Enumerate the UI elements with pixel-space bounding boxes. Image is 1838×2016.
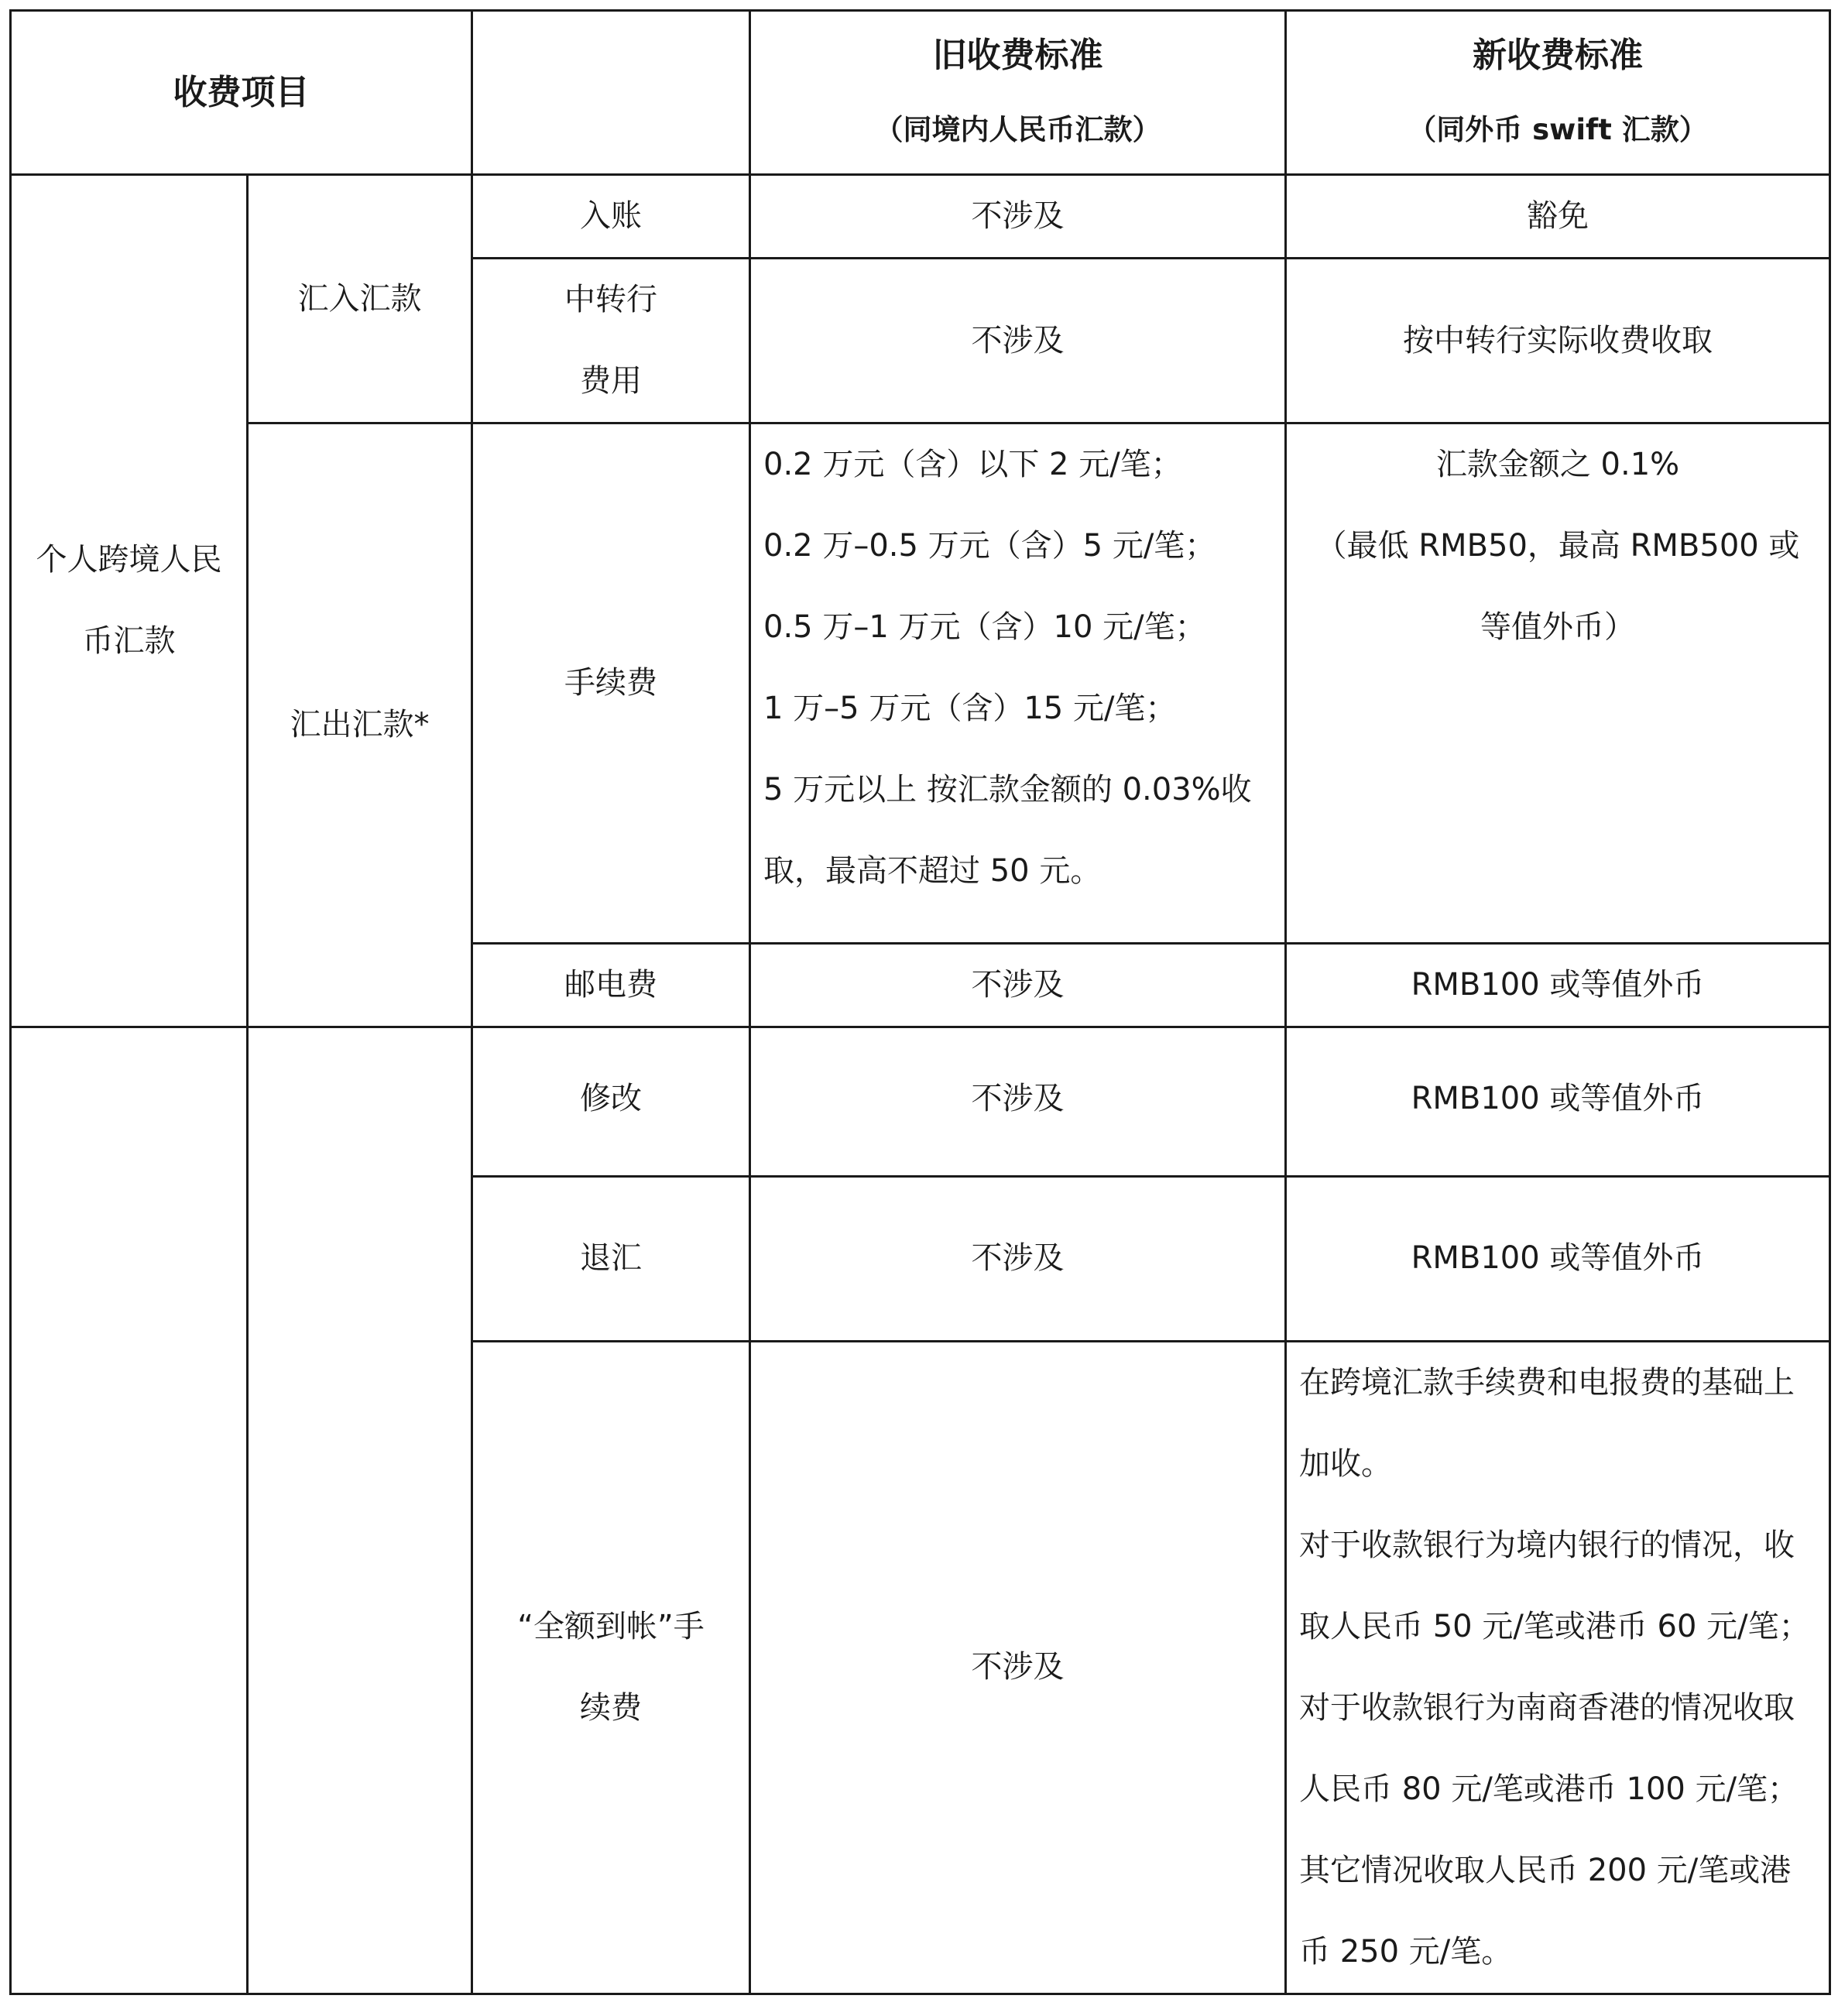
full-amount-new-line: 在跨境汇款手续费和电报费的基础上	[1299, 1364, 1795, 1401]
full-amount-name-line1: “全额到帐”手	[517, 1608, 705, 1644]
row-credit-old: 不涉及	[750, 175, 1286, 259]
row-amend-old: 不涉及	[750, 1023, 1286, 1176]
row-full-amount-old: 不涉及	[750, 1341, 1286, 1994]
handling-old-line: 5 万元以上 按汇款金额的 0.03%收	[763, 772, 1252, 807]
old-standard-title: 旧收费标准	[932, 35, 1103, 75]
full-amount-new-line: 币 250 元/笔。	[1299, 1933, 1513, 1970]
handling-new-line: （最低 RMB50，最高 RMB500 或	[1315, 528, 1800, 564]
row-amend-name: 修改	[472, 1023, 750, 1176]
intermediary-name-line1: 中转行	[564, 282, 657, 317]
row-telecom-name: 邮电费	[472, 944, 750, 1027]
header-fee-item: 收费项目	[11, 11, 472, 175]
row-telecom-new: RMB100 或等值外币	[1286, 944, 1830, 1027]
category-line1: 个人跨境人民	[36, 542, 222, 578]
new-standard-title: 新收费标准	[1473, 35, 1643, 75]
row-full-amount-name	[472, 1341, 750, 1994]
group-inbound-remittance: 汇入汇款	[248, 175, 472, 423]
handling-new-line: 等值外币）	[1480, 609, 1635, 645]
full-amount-name-line2: 续费	[580, 1689, 642, 1726]
group-continuation-cell	[248, 1023, 472, 1994]
row-intermediary-new: 按中转行实际收费收取	[1286, 259, 1830, 423]
row-handling-name: 手续费	[472, 423, 750, 944]
row-return-name: 退汇	[472, 1176, 750, 1341]
header-blank	[472, 11, 750, 175]
row-credit-new: 豁免	[1286, 175, 1830, 259]
new-standard-subtitle: （同外币 swift 汇款）	[1408, 112, 1708, 146]
full-amount-new-line: 人民币 80 元/笔或港币 100 元/笔；	[1299, 1771, 1799, 1807]
full-amount-new-line: 加收。	[1299, 1445, 1392, 1482]
row-intermediary-name	[472, 259, 750, 423]
category-continuation-cell	[11, 1023, 248, 1994]
handling-old-line: 0.5 万–1 万元（含）10 元/笔；	[763, 609, 1206, 645]
category-line2: 币汇款	[82, 623, 176, 659]
header-new-standard	[1286, 11, 1830, 175]
intermediary-name-line2: 费用	[580, 363, 642, 399]
row-handling-new	[1286, 423, 1830, 944]
row-credit-name: 入账	[472, 175, 750, 259]
group-outbound-remittance: 汇出汇款*	[248, 423, 472, 1027]
category-personal-cross-border-rmb	[11, 175, 248, 1027]
old-standard-subtitle: （同境内人民币汇款）	[874, 112, 1161, 146]
row-intermediary-old: 不涉及	[750, 259, 1286, 423]
handling-old-line: 0.2 万元（含）以下 2 元/笔；	[763, 447, 1182, 482]
row-return-old: 不涉及	[750, 1176, 1286, 1341]
handling-old-line: 0.2 万–0.5 万元（含）5 元/笔；	[763, 528, 1216, 564]
header-old-standard	[750, 11, 1286, 175]
full-amount-new-line: 取人民币 50 元/笔或港币 60 元/笔；	[1299, 1608, 1810, 1644]
row-amend-new: RMB100 或等值外币	[1286, 1023, 1830, 1176]
fee-table-upper	[9, 9, 1831, 1028]
fee-table-lower	[9, 1023, 1831, 1995]
row-handling-old	[750, 423, 1286, 944]
full-amount-new-line: 其它情况收取人民币 200 元/笔或港	[1299, 1852, 1792, 1888]
row-telecom-old: 不涉及	[750, 944, 1286, 1027]
handling-new-line: 汇款金额之 0.1%	[1435, 447, 1680, 482]
full-amount-new-line: 对于收款银行为境内银行的情况，收	[1299, 1527, 1795, 1563]
full-amount-new-line: 对于收款银行为南商香港的情况收取	[1299, 1689, 1795, 1726]
handling-old-line: 1 万–5 万元（含）15 元/笔；	[763, 691, 1177, 726]
row-full-amount-new	[1286, 1341, 1830, 1994]
handling-old-line: 取，最高不超过 50 元。	[763, 853, 1102, 889]
row-return-new: RMB100 或等值外币	[1286, 1176, 1830, 1341]
